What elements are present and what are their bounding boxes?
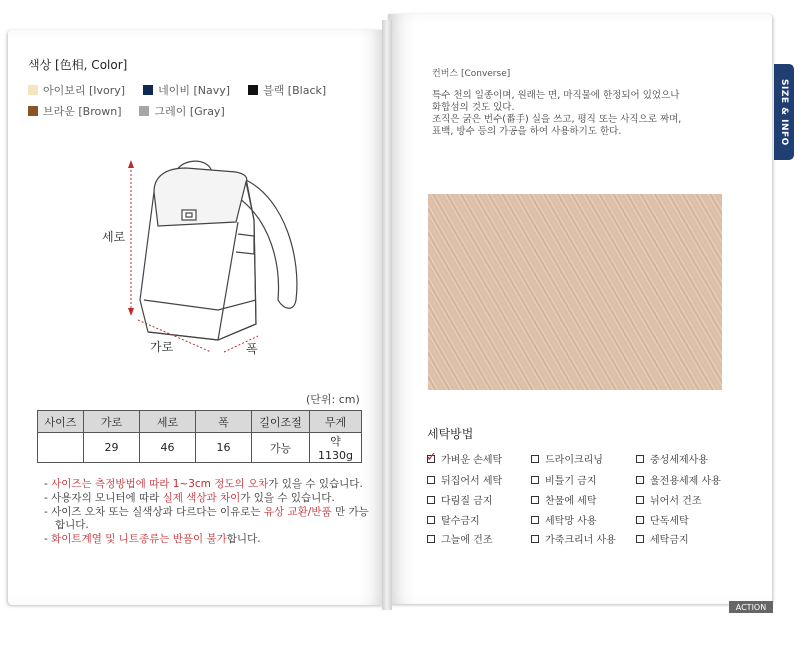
cell-depth: 16 [196, 433, 252, 463]
swatch-row-2 [28, 103, 225, 119]
swatch-navy-chip [143, 85, 153, 95]
checkbox-icon [531, 535, 539, 543]
checkbox-icon [531, 476, 539, 484]
unit-label: (단위: cm) [306, 393, 360, 406]
wash-item: 단독세탁 [636, 512, 689, 527]
swatch-gray: 그레이 [Gray] [139, 103, 224, 119]
swatch-ivory-chip [28, 85, 38, 95]
wash-item: 가죽크리너 사용 [531, 531, 616, 546]
swatch-row-1 [28, 82, 326, 98]
wash-item: 다림질 금지 [427, 492, 492, 507]
header-width: 가로 [84, 411, 140, 433]
cell-size [38, 433, 84, 463]
wash-item-hand-wash: ✓ 가벼운 손세탁 [426, 449, 503, 466]
header-depth: 폭 [196, 411, 252, 433]
backpack-illustration [96, 150, 336, 360]
header-size: 사이즈 [38, 411, 84, 433]
wash-item: 세탁금지 [636, 531, 689, 546]
check-icon: ✓ [426, 449, 437, 465]
wash-item: 세탁망 사용 [531, 512, 596, 527]
checkbox-icon [427, 516, 435, 524]
note-item: - 사이즈는 측정방법에 따라 1~3cm 정도의 오차가 있을 수 있습니다. [44, 478, 363, 490]
converse-title: 컨버스 [Converse] [432, 69, 511, 79]
note-item: - 사용자의 모니터에 따라 실제 색상과 차이가 있을 수 있습니다. [44, 492, 335, 504]
wash-item: 탈수금지 [427, 512, 480, 527]
wash-item: 뉘어서 건조 [636, 492, 701, 507]
cell-height: 46 [140, 433, 196, 463]
size-table [37, 410, 362, 463]
wash-item: 찬물에 세탁 [531, 492, 596, 507]
cell-weight: 약 1130g [310, 433, 362, 463]
wash-item: 비틀기 금지 [531, 472, 596, 487]
checkbox-icon [531, 516, 539, 524]
checkbox-icon [531, 455, 539, 463]
swatch-ivory: 아이보리 [Ivory] [28, 82, 125, 98]
width-label: 가로 [150, 340, 174, 354]
checkbox-icon [636, 516, 644, 524]
size-info-tab-label: SIZE & INFO [779, 78, 789, 146]
swatch-black: 블랙 [Black] [248, 82, 326, 98]
checkbox-icon [427, 476, 435, 484]
header-height: 세로 [140, 411, 196, 433]
swatch-brown: 브라운 [Brown] [28, 103, 121, 119]
swatch-brown-chip [28, 106, 38, 116]
action-label: ACTION [729, 601, 773, 613]
height-label: 세로 [102, 230, 126, 244]
size-table-header [38, 411, 362, 433]
checkbox-icon [427, 496, 435, 504]
fabric-texture-image [428, 194, 722, 390]
book-spine [382, 20, 392, 610]
washing-title: 세탁방법 [427, 427, 474, 441]
checkbox-icon [636, 476, 644, 484]
note-item: - 사이즈 오차 또는 실색상과 다르다는 이유로는 유상 교환/반품 만 가능합니다. [44, 506, 369, 531]
cell-width: 29 [84, 433, 140, 463]
notes-list [44, 478, 374, 547]
cell-adjust: 가능 [252, 433, 310, 463]
wash-item: 그늘에 건조 [427, 531, 492, 546]
table-row [38, 433, 362, 463]
checkbox-icon [636, 496, 644, 504]
swatch-black-chip [248, 85, 258, 95]
size-info-tab[interactable] [774, 64, 794, 160]
checkbox-icon [531, 496, 539, 504]
checkbox-icon [636, 455, 644, 463]
swatch-navy: 네이비 [Navy] [143, 82, 230, 98]
wash-item: 울전용세제 사용 [636, 472, 721, 487]
wash-item: 뒤집어서 세탁 [427, 472, 502, 487]
note-item: - 화이트계열 및 니트종류는 반품이 불가합니다. [44, 533, 261, 545]
wash-item: 중성세제사용 [636, 451, 708, 466]
checkbox-icon [427, 535, 435, 543]
depth-label: 폭 [246, 342, 258, 356]
header-adjust: 길이조절 [252, 411, 310, 433]
checkbox-icon [426, 449, 437, 465]
swatch-gray-chip [139, 106, 149, 116]
color-title: 색상 [色相, Color] [28, 58, 128, 72]
header-weight: 무게 [310, 411, 362, 433]
wash-item: 드라이크리닝 [531, 451, 603, 466]
checkbox-icon [636, 535, 644, 543]
converse-description: 특수 천의 일종이며, 원래는 면, 마직물에 한정되어 있었으나 화합섬의 것도 있다. 조직은 굵은 번수(番手) 실을 쓰고, 평직 또는 사직으로 짜며, 표백, 방수 등의 가공을 하여 사용하기도 한다. [432, 90, 682, 137]
